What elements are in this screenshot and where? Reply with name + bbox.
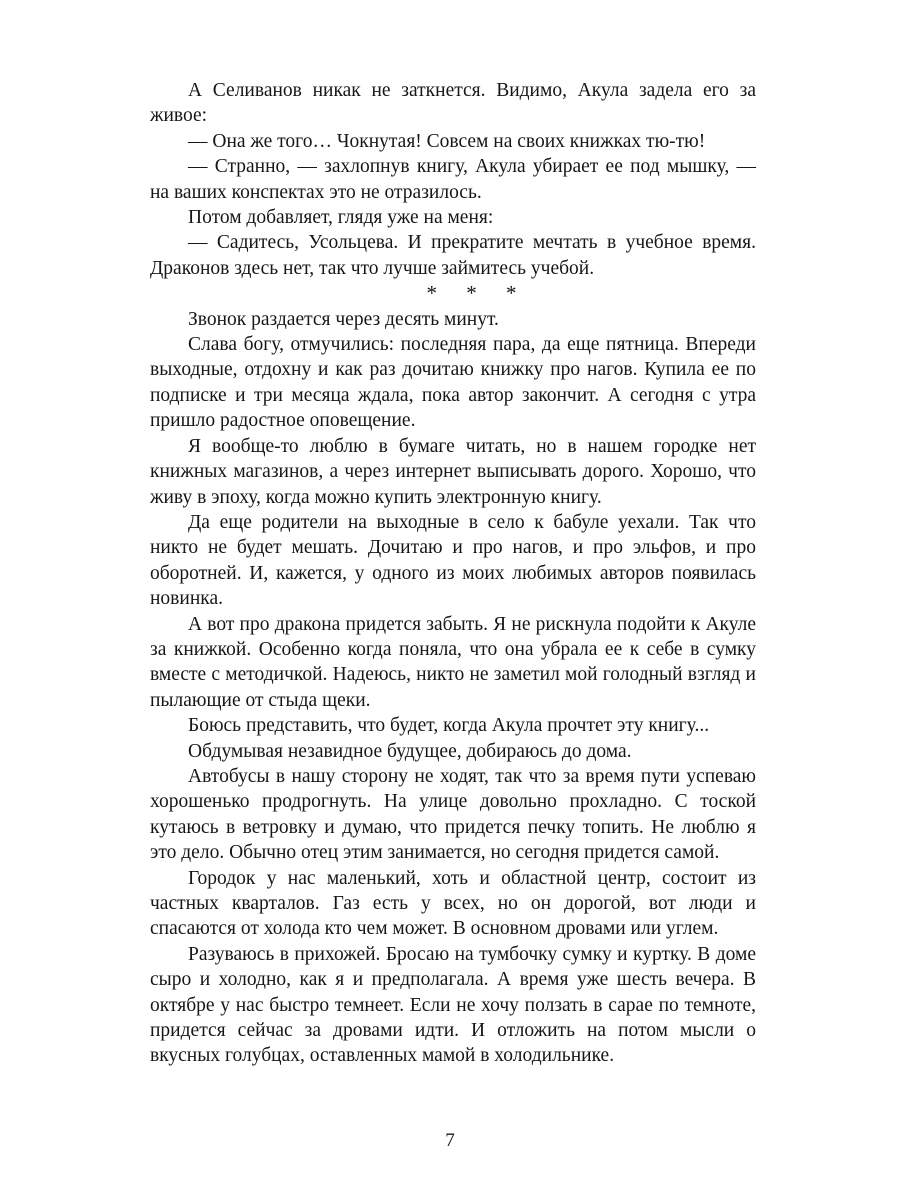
paragraph: — Она же того… Чокнутая! Совсем на своих книжках тю-тю!	[188, 130, 706, 152]
scene-separator: * * *	[426, 281, 518, 306]
paragraph: Я вообще-то люблю в бумаге читать, но в нашем городке нет книжных магазинов, а через интернет выписывать дорого. Хорошо, что живу в эпоху, когда можно купить электронную книгу.	[150, 435, 756, 508]
paragraph: А Селиванов никак не заткнется. Видимо, Акула задела его за живое:	[150, 80, 756, 127]
paragraph: Потом добавляет, глядя уже на меня:	[188, 207, 494, 229]
paragraph: Да еще родители на выходные в село к бабуле уехали. Так что никто не будет мешать. Дочитаю и про нагов, и про эльфов, и про оборотней. И, кажется, у одного из моих любимых авторов появилась новинка.	[150, 511, 756, 610]
paragraph: А вот про дракона придется забыть. Я не рискнула подойти к Акуле за книжкой. Особенно когда поняла, что она убрала ее к себе в сумку вместе с методичкой. Надеюсь, никто не заметил мой голодный взгляд и пылающие от стыда щеки.	[150, 613, 756, 711]
paragraph: Городок у нас маленький, хоть и областной центр, состоит из частных кварталов. Газ есть у всех, но он дорогой, вот люди и спасаются от холода кто чем может. В основном дровами или углем.	[150, 867, 756, 940]
paragraph: — Садитесь, Усольцева. И прекратите мечтать в учебное время. Драконов здесь нет, так что лучше займитесь учебой.	[150, 232, 756, 279]
paragraph: Разуваюсь в прихожей. Бросаю на тумбочку сумку и куртку. В доме сыро и холодно, как я и предполагала. А время уже шесть вечера. В октябре у нас быстро темнеет. Если не хочу ползать в сарае по темноте, придется сейчас за дровами идти. И отложить на потом мысли о вкусных голубцах, оставленных мамой в холодильнике.	[150, 943, 756, 1067]
paragraph: Звонок раздается через десять минут.	[188, 308, 499, 330]
paragraph: Автобусы в нашу сторону не ходят, так что за время пути успеваю хорошенько продрогнуть. На улице довольно прохладно. С тоской кутаюсь в ветровку и думаю, что придется печку топить. Не люблю я это дело. Обычно отец этим занимается, но сегодня придется самой.	[150, 765, 756, 864]
paragraph: Боюсь представить, что будет, когда Акула прочтет эту книгу...	[188, 715, 710, 737]
paragraph: — Странно, — захлопнув книгу, Акула убирает ее под мышку, — на ваших конспектах это не отразилось.	[150, 156, 756, 203]
page-number: 7	[445, 1130, 455, 1151]
paragraph: Обдумывая незавидное будущее, добираюсь до дома.	[188, 740, 632, 762]
page-text-block	[150, 78, 756, 1069]
paragraph: Слава богу, отмучились: последняя пара, да еще пятница. Впереди выходные, отдохну и как раз дочитаю книжку про нагов. Купила ее по подписке и три месяца ждала, пока автор закончит. А сегодня с утра пришло радостное оповещение.	[150, 334, 756, 432]
